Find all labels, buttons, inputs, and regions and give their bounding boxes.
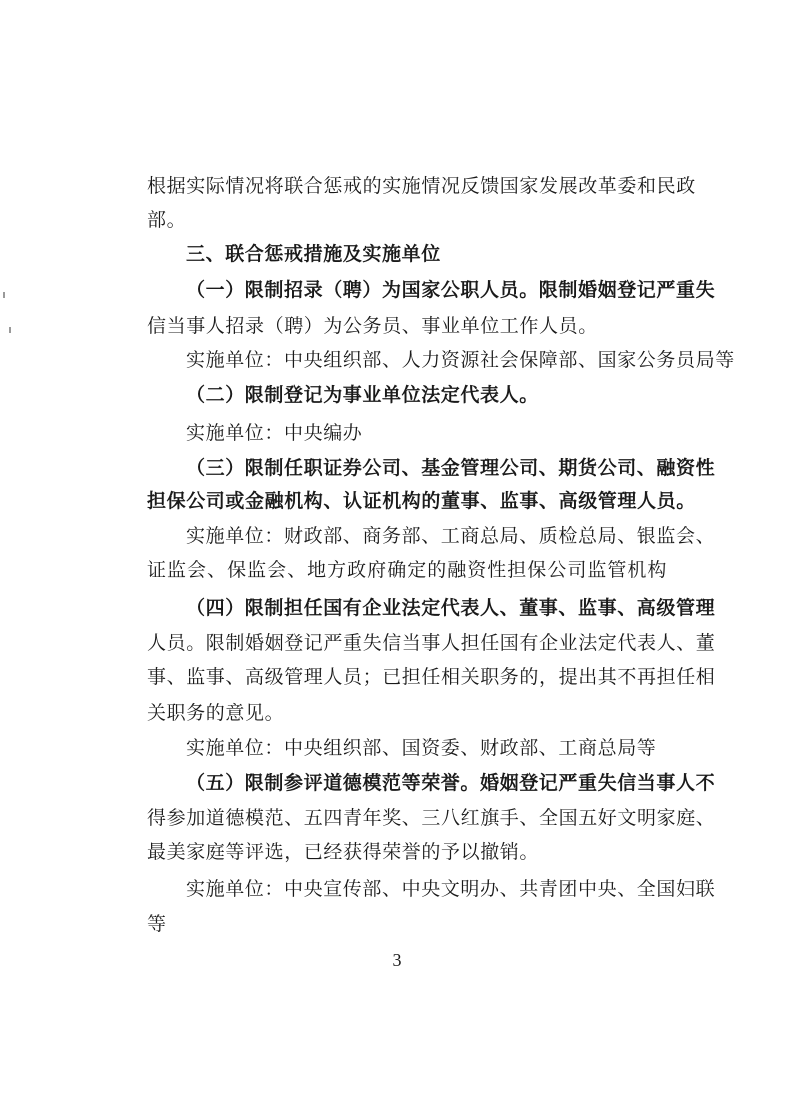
text-line: 实施单位：中央组织部、人力资源社会保障部、国家公务员局等 — [186, 349, 735, 371]
page-number: 3 — [392, 950, 402, 970]
text-line: 等 — [147, 913, 167, 935]
text-line: 人员。限制婚姻登记严重失信当事人担任国有企业法定代表人、董 — [147, 632, 716, 654]
text-line: （四）限制担任国有企业法定代表人、董事、监事、高级管理 — [186, 597, 716, 619]
text-line: 实施单位：财政部、商务部、工商总局、质检总局、银监会、 — [186, 525, 716, 547]
text-line: 部。 — [147, 209, 187, 231]
text-line: 事、监事、高级管理人员；已担任相关职务的，提出其不再担任相 — [147, 666, 716, 688]
text-line: （五）限制参评道德模范等荣誉。婚姻登记严重失信当事人不 — [186, 772, 716, 794]
text-line: 最美家庭等评选，已经获得荣誉的予以撤销。 — [147, 841, 540, 863]
text-line: 担保公司或金融机构、认证机构的董事、监事、高级管理人员。 — [147, 490, 696, 512]
text-line: 实施单位：中央组织部、国资委、财政部、工商总局等 — [186, 737, 657, 759]
text-line: 关职务的意见。 — [147, 702, 285, 724]
text-line: 证监会、保监会、地方政府确定的融资性担保公司监管机构 — [147, 559, 667, 581]
text-line: 根据实际情况将联合惩戒的实施情况反馈国家发展改革委和民政 — [147, 175, 696, 197]
text-line: 实施单位：中央编办 — [186, 422, 363, 444]
scan-artifact — [9, 327, 11, 333]
text-line: 实施单位：中央宣传部、中央文明办、共青团中央、全国妇联 — [186, 878, 716, 900]
text-line: 得参加道德模范、五四青年奖、三八红旗手、全国五好文明家庭、 — [147, 807, 716, 829]
text-line: （三）限制任职证券公司、基金管理公司、期货公司、融资性 — [186, 457, 716, 479]
scan-artifact — [3, 292, 5, 298]
text-line: 信当事人招录（聘）为公务员、事业单位工作人员。 — [147, 315, 598, 337]
text-line: （一）限制招录（聘）为国家公职人员。限制婚姻登记严重失 — [186, 279, 716, 301]
section-heading: 三、联合惩戒措施及实施单位 — [186, 243, 441, 265]
text-line: （二）限制登记为事业单位法定代表人。 — [186, 384, 539, 406]
